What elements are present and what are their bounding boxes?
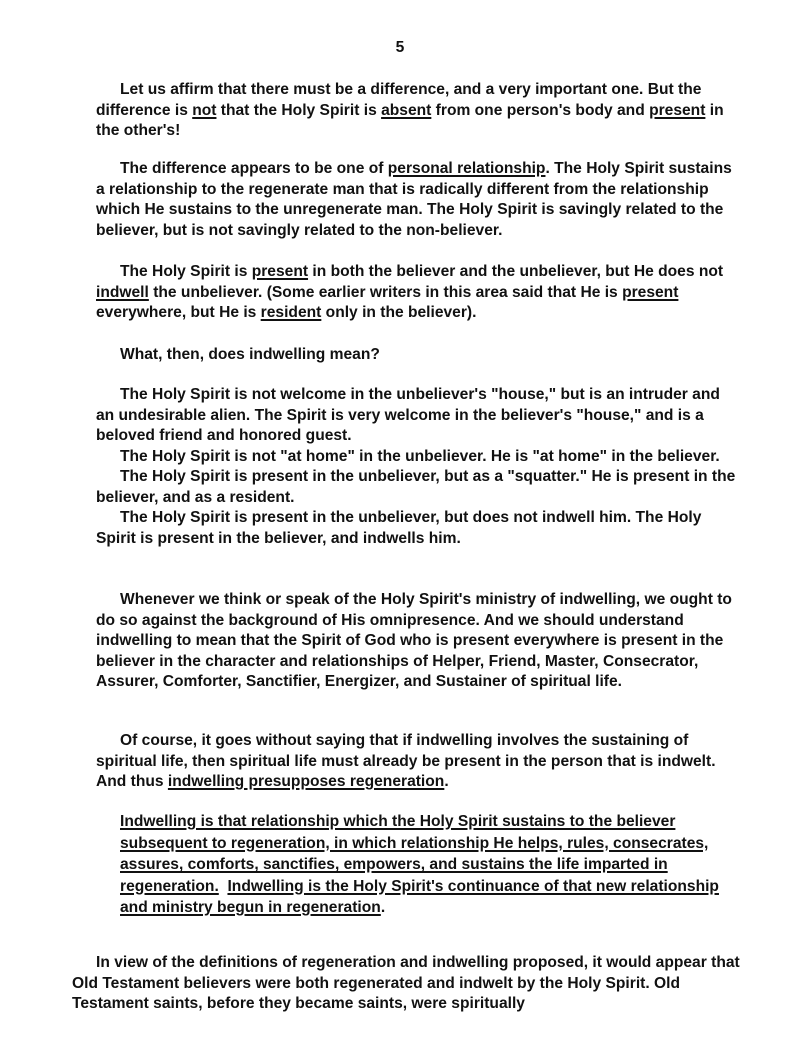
- text-run: everywhere, but He is: [96, 304, 261, 321]
- paragraph-present-vs-indwell: [96, 262, 736, 324]
- statement-at-home: The Holy Spirit is not "at home" in the unbeliever. He is "at home" in the believer.: [120, 447, 720, 465]
- text-run: .: [380, 899, 386, 916]
- underlined-term: present: [251, 263, 309, 280]
- underlined-term: present: [649, 101, 706, 119]
- statement-house: The Holy Spirit is not welcome in the unbeliever's "house," but is an intruder and an undesirable alien. The Spirit is very welcome in the believer's "house," and is a beloved friend and honored guest.: [96, 386, 720, 444]
- paragraph-presupposes-regeneration: [96, 731, 736, 793]
- text-run: from one person's body and: [431, 101, 650, 119]
- text-run: that the Holy Spirit is: [216, 101, 382, 119]
- underlined-term: absent: [381, 101, 432, 119]
- underlined-term: not: [192, 101, 217, 119]
- underlined-term: indwelling presupposes regeneration: [167, 773, 445, 790]
- text-run: in both the believer and the unbeliever, but He does not: [308, 263, 724, 280]
- text-run: The Holy Spirit is: [120, 263, 252, 280]
- text-run: .: [444, 773, 449, 790]
- paragraph-personal-relationship: [96, 159, 736, 241]
- underlined-definition: Indwelling is that relationship which the Holy Spirit sustains to the believer subsequent to regeneration, in which relationship He helps, rules, consecrates, assures, comforts, sanctifies, empowers, and sustains the life imparted in regeneration.: [120, 813, 709, 895]
- underlined-term: present: [622, 283, 679, 301]
- paragraph-omnipresence: Whenever we think or speak of the Holy Spirit's ministry of indwelling, we ought to do so against the background of His omnipresence. And we should understand indwelling to mean that the Spirit of God who is present everywhere is present in the believer in the character and relationships of Helper, Friend, Master, Consecrator, Assurer, Comforter, Sanctifier, Energizer, and Sustainer of spiritual life.: [96, 591, 732, 690]
- paragraph-question: What, then, does indwelling mean?: [120, 346, 380, 363]
- underlined-term: indwell: [96, 283, 149, 301]
- text-run: . The Holy Spirit sustains a relationship to the regenerate man that is radically different from the relationship which He sustains to the unregenerate man. The Holy Spirit is savingly related to the believer, but is not savingly related to the non-believer.: [96, 160, 732, 239]
- page-number: 5: [395, 39, 405, 56]
- paragraph-difference-affirmation: [96, 80, 736, 142]
- underlined-definition: Indwelling is the Holy Spirit's continuance of that new relationship and ministry begun in regeneration: [120, 877, 719, 916]
- text-run: only in the believer).: [321, 304, 477, 321]
- text-run: Let us affirm that there must be a difference, and a very important one. But the difference is: [96, 81, 702, 119]
- underlined-term: personal relationship: [387, 160, 546, 177]
- statement-squatter: The Holy Spirit is present in the unbeliever, but as a "squatter." He is present in the believer, and as a resident.: [96, 468, 736, 506]
- indwelling-definition: [120, 811, 740, 919]
- underlined-term: resident: [260, 304, 322, 321]
- contrast-statements: [96, 385, 736, 549]
- statement-indwells: The Holy Spirit is present in the unbeliever, but does not indwell him. The Holy Spirit is present in the believer, and indwells him.: [96, 509, 702, 547]
- paragraph-old-testament: In view of the definitions of regeneration and indwelling proposed, it would appear that Old Testament believers were both regenerated and indwelt by the Holy Spirit. Old Testament saints, before they became saints, were spiritually: [72, 954, 740, 1012]
- text-run: the unbeliever. (Some earlier writers in this area said that He is: [148, 283, 623, 301]
- text-run: The difference appears to be one of: [120, 160, 388, 177]
- text-run: in the other's!: [96, 101, 724, 139]
- text-run: Of course, it goes without saying that if indwelling involves the sustaining of spiritual life, then spiritual life must already be present in the person that is indwelt. And thus: [96, 732, 716, 790]
